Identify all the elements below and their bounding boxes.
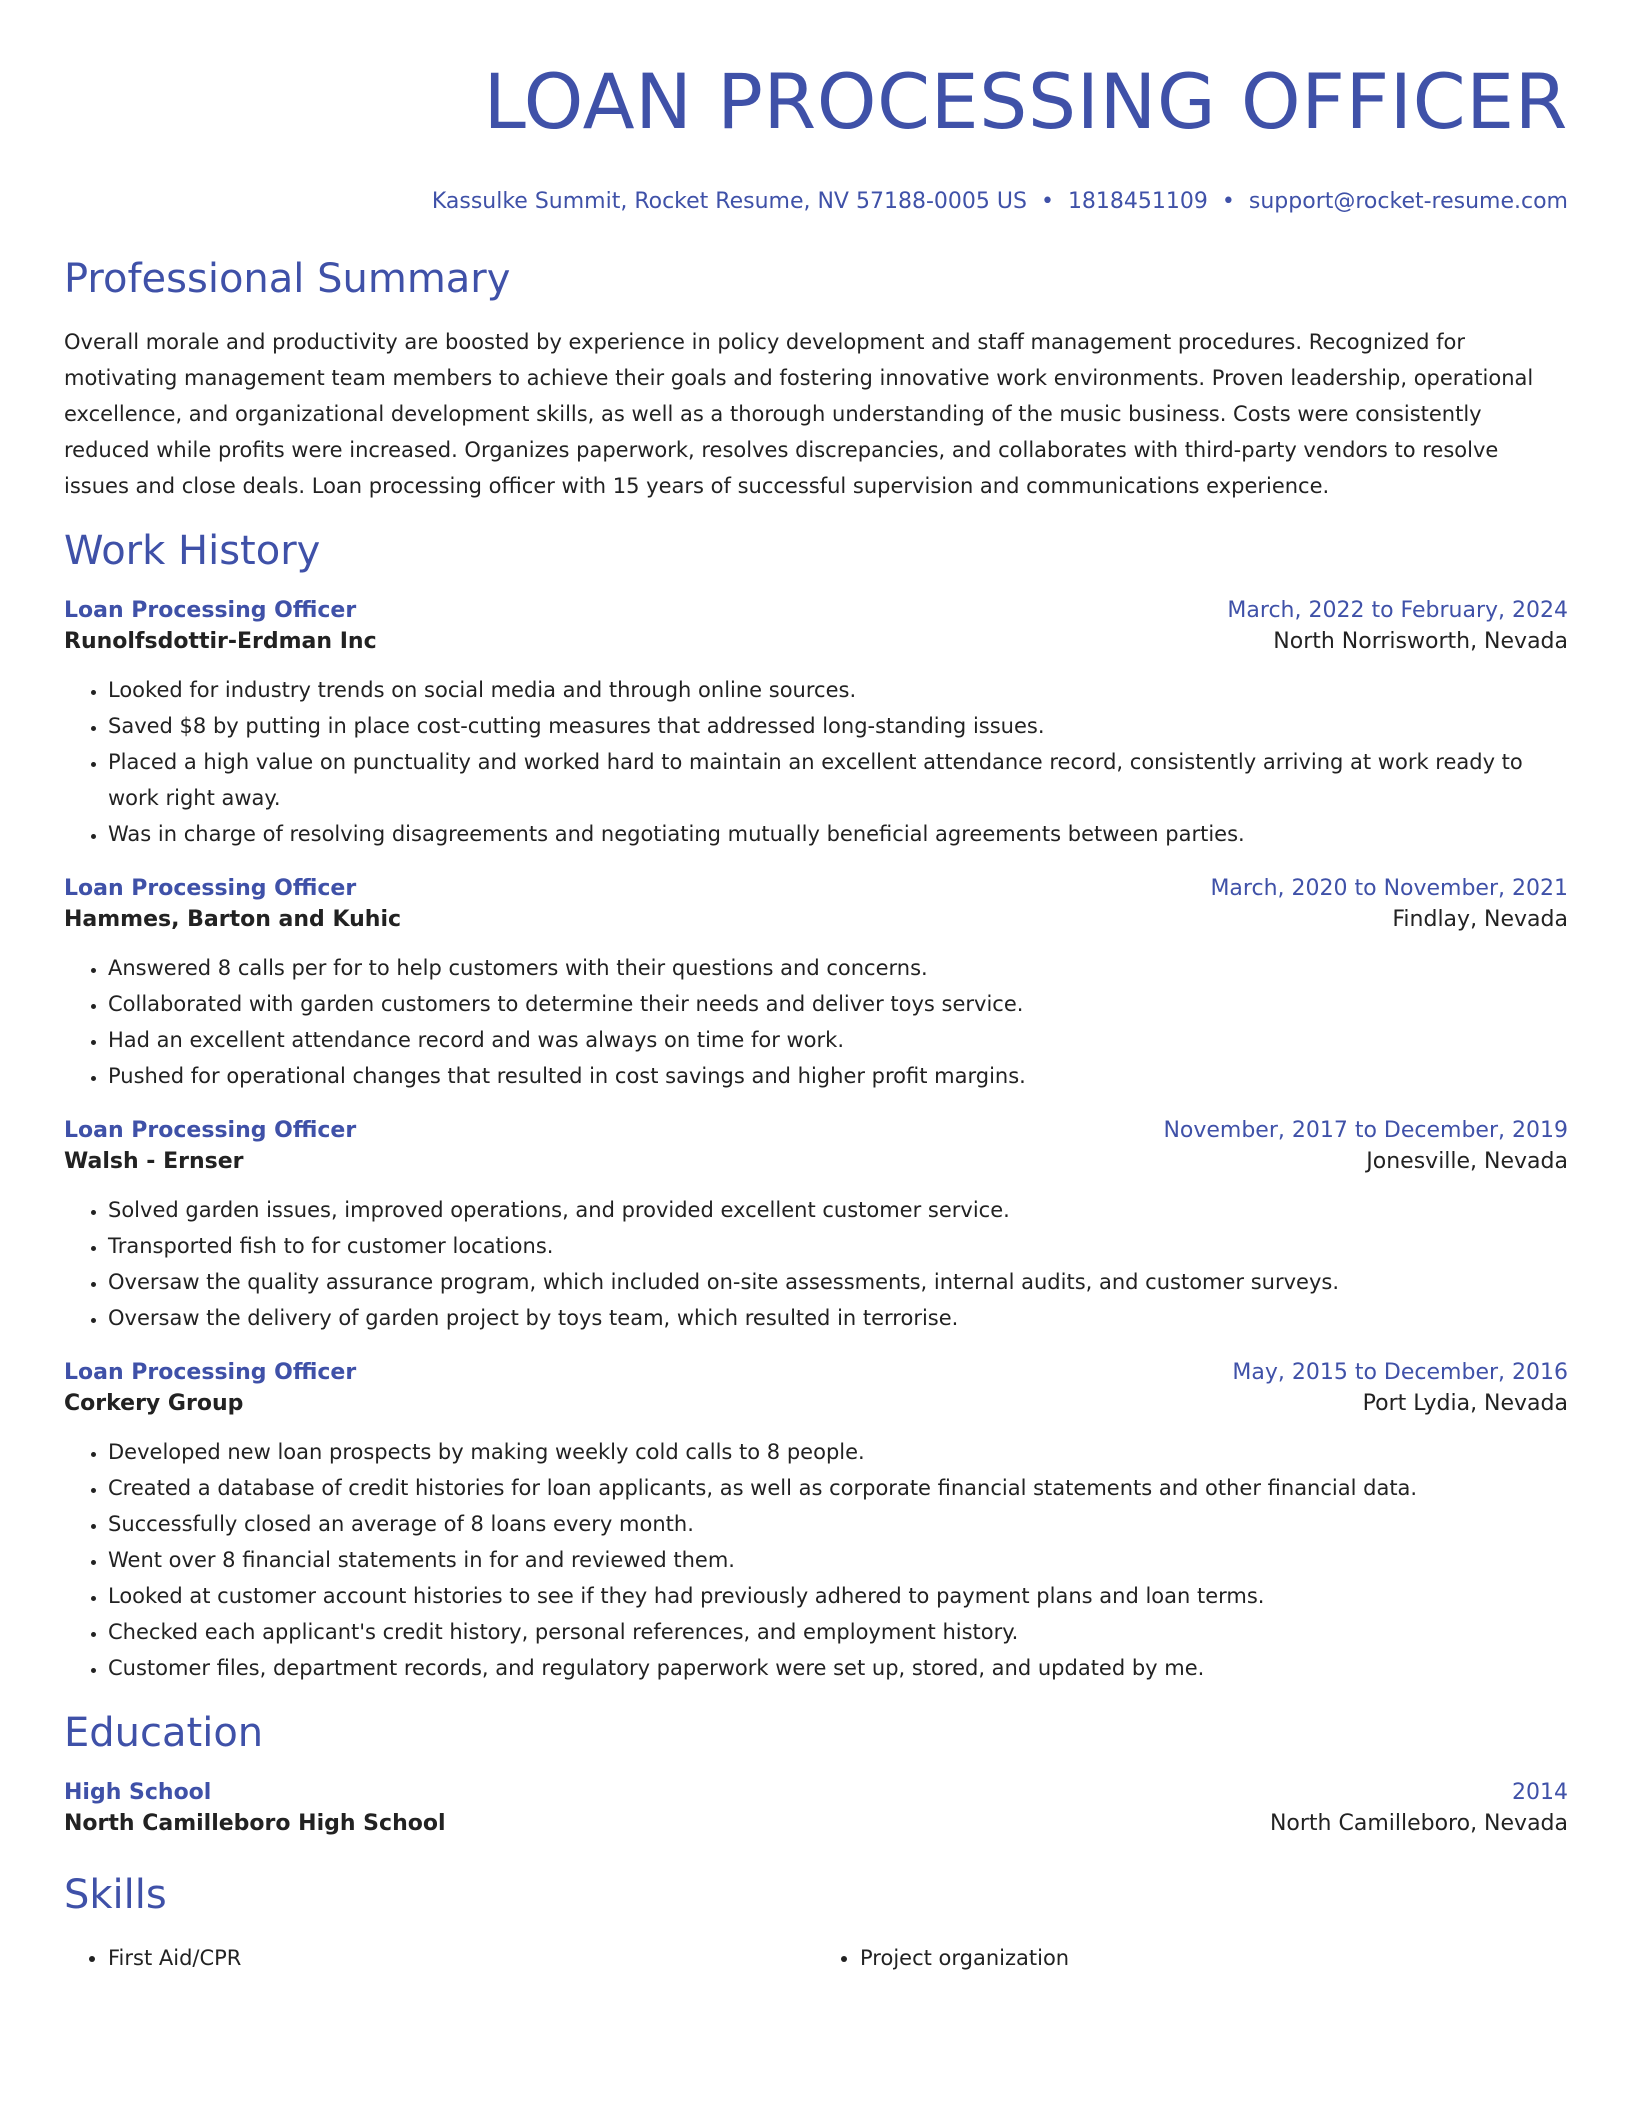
job-title: Loan Processing Officer [64, 876, 357, 901]
job-title: Loan Processing Officer [64, 598, 357, 623]
job-dates: March, 2022 to February, 2024 [1227, 598, 1568, 623]
education-degree: High School [64, 1780, 212, 1805]
contact-address: Kassulke Summit, Rocket Resume, NV 57188-0005 US [431, 189, 1027, 214]
job-location: Findlay, Nevada [1392, 907, 1568, 932]
job-bullet: • Saved $8 by putting in place cost-cutting measures that addressed long-standing issues. [108, 708, 1568, 744]
job-entry [64, 1116, 1568, 1336]
contact-line [64, 188, 1568, 216]
education-school: North Camilleboro High School [64, 1811, 446, 1836]
job-location: Port Lydia, Nevada [1362, 1391, 1568, 1416]
job-entry [64, 1358, 1568, 1686]
candidate-name: LOAN PROCESSING OFFICER [483, 57, 1568, 146]
education-year: 2014 [1512, 1780, 1568, 1805]
job-bullet-list [64, 950, 1568, 1094]
job-entry [64, 596, 1568, 852]
job-title: Loan Processing Officer [64, 1118, 357, 1143]
contact-separator: • [1221, 189, 1235, 214]
job-company: Runolfsdottir-Erdman Inc [64, 629, 377, 654]
job-dates: May, 2015 to December, 2016 [1232, 1360, 1568, 1385]
job-title: Loan Processing Officer [64, 1360, 357, 1385]
education-heading: Education [64, 1710, 264, 1756]
job-location: Jonesville, Nevada [1366, 1149, 1568, 1174]
summary-heading: Professional Summary [64, 256, 511, 302]
job-bullet: • Customer files, department records, and regulatory paperwork were set up, stored, and updated by me. [108, 1650, 1568, 1686]
job-bullet: • Looked at customer account histories to see if they had previously adhered to payment plans and loan terms. [108, 1578, 1568, 1614]
job-bullet-list [64, 1434, 1568, 1686]
skills-list-left [64, 1940, 816, 1976]
contact-phone: 1818451109 [1067, 189, 1208, 214]
job-bullet-list [64, 672, 1568, 852]
job-company: Hammes, Barton and Kuhic [64, 907, 402, 932]
job-company: Walsh - Ernser [64, 1149, 244, 1174]
contact-separator: • [1040, 189, 1054, 214]
job-bullet: • Was in charge of resolving disagreements and negotiating mutually beneficial agreements between parties. [108, 816, 1568, 852]
job-dates: March, 2020 to November, 2021 [1210, 876, 1568, 901]
skills-list-right [816, 1940, 1568, 1976]
job-entry [64, 874, 1568, 1094]
job-bullet: • Oversaw the delivery of garden project by toys team, which resulted in terrorise. [108, 1300, 1568, 1336]
job-bullet: • Had an excellent attendance record and was always on time for work. [108, 1022, 1568, 1058]
skills-section [64, 1870, 1568, 1976]
skill-item: • First Aid/CPR [108, 1940, 816, 1976]
job-company: Corkery Group [64, 1391, 244, 1416]
work-history-section [64, 526, 1568, 1686]
resume-header [64, 0, 1568, 216]
job-bullet: • Checked each applicant's credit history, personal references, and employment history. [108, 1614, 1568, 1650]
work-history-heading: Work History [64, 528, 321, 574]
job-bullet: • Solved garden issues, improved operations, and provided excellent customer service. [108, 1192, 1568, 1228]
job-bullet: • Collaborated with garden customers to determine their needs and deliver toys service. [108, 986, 1568, 1022]
job-bullet: • Answered 8 calls per for to help customers with their questions and concerns. [108, 950, 1568, 986]
summary-text: Overall morale and productivity are boosted by experience in policy development and staff management procedures. Recognized for motivating management team members to achieve their goals and fostering innovative work environments. Proven leadership, operational excellence, and organizational development skills, as well as a thorough understanding of the music business. Costs were consistently reduced while profits were increased. Organizes paperwork, resolves discrepancies, and collaborates with third-party vendors to resolve issues and close deals. Loan processing officer with 15 years of successful supervision and communications experience. [64, 330, 1534, 498]
job-bullet: • Placed a high value on punctuality and worked hard to maintain an excellent attendance record, consistently arriving at work ready to work right away. [108, 744, 1568, 816]
skills-heading: Skills [64, 1872, 167, 1918]
job-bullet: • Created a database of credit histories for loan applicants, as well as corporate financial statements and other financial data. [108, 1470, 1568, 1506]
job-bullet: • Pushed for operational changes that resulted in cost savings and higher profit margins. [108, 1058, 1568, 1094]
job-bullet: • Developed new loan prospects by making weekly cold calls to 8 people. [108, 1434, 1568, 1470]
education-entry [64, 1778, 1568, 1840]
job-bullet: • Successfully closed an average of 8 loans every month. [108, 1506, 1568, 1542]
skills-columns [64, 1940, 1568, 1976]
job-bullet: • Transported fish to for customer locations. [108, 1228, 1568, 1264]
contact-email: support@rocket-resume.com [1248, 189, 1568, 214]
job-bullet: • Oversaw the quality assurance program, which included on-site assessments, internal audits, and customer surveys. [108, 1264, 1568, 1300]
skill-item: • Project organization [860, 1940, 1568, 1976]
job-bullet: • Looked for industry trends on social media and through online sources. [108, 672, 1568, 708]
summary-section [64, 254, 1568, 504]
education-section [64, 1708, 1568, 1840]
job-location: North Norrisworth, Nevada [1273, 629, 1568, 654]
job-dates: November, 2017 to December, 2019 [1163, 1118, 1568, 1143]
education-location: North Camilleboro, Nevada [1269, 1811, 1568, 1836]
job-bullet: • Went over 8 financial statements in for and reviewed them. [108, 1542, 1568, 1578]
job-bullet-list [64, 1192, 1568, 1336]
